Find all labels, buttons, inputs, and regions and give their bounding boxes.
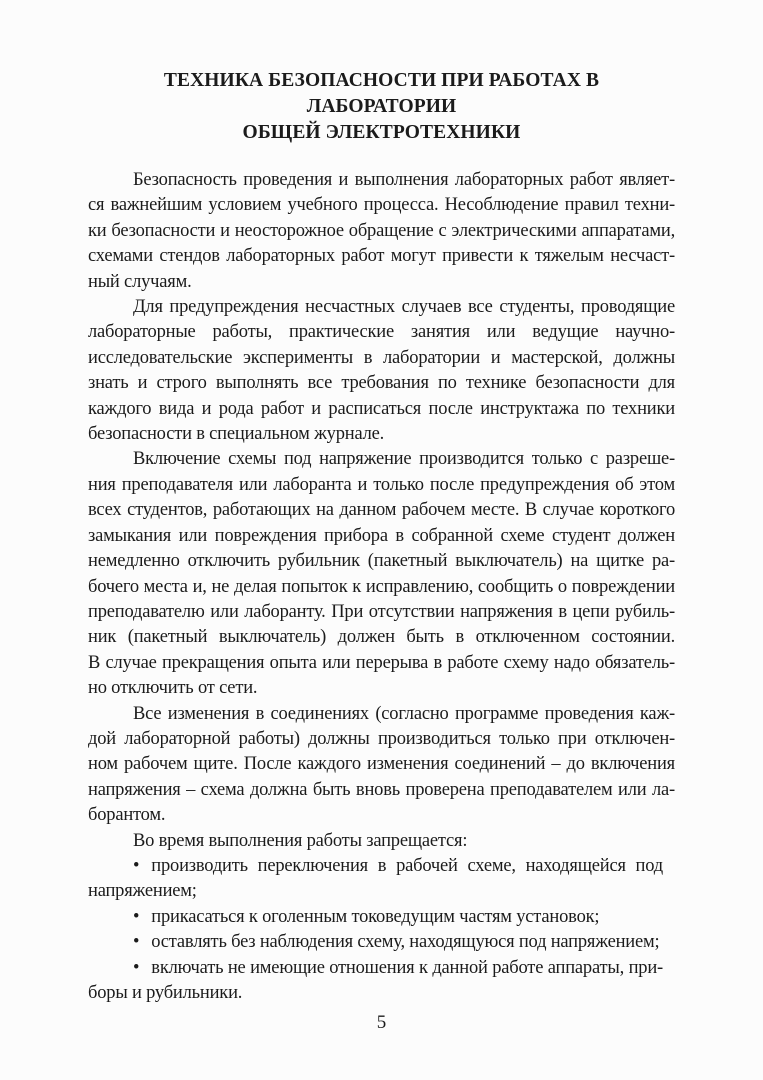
text-line: напряжения – схема должна быть вновь проверена преподавателем или ла- (88, 779, 675, 800)
page-number: 5 (376, 1012, 387, 1033)
text-line: каждого вида и рода работ и расписаться после инструктажа по техники (88, 398, 675, 419)
text-line (88, 905, 663, 930)
paragraph (88, 447, 675, 701)
text-line: преподавателю или лаборанту. При отсутствии напряжения в цепи рубиль- (88, 601, 675, 622)
text-line: боры и рубильники. (88, 983, 243, 1003)
title-line-2: ОБЩЕЙ ЭЛЕКТРОТЕХНИКИ (242, 122, 521, 143)
text-line: лабораторные работы, практические занятия или ведущие научно- (88, 322, 675, 343)
text-line (88, 930, 663, 955)
bullet-icon: • (133, 906, 140, 927)
text-line: всех студентов, работающих на данном рабочем месте. В случае короткого (88, 500, 675, 521)
text-line: схемами стендов лабораторных работ могут привести к тяжелым несчаст- (88, 246, 675, 267)
text-line: ся важнейшим условием учебного процесса. Несоблюдение правил техни- (88, 195, 675, 216)
bullet-item (88, 905, 675, 930)
paragraph (88, 168, 675, 295)
title-line-1: ТЕХНИКА БЕЗОПАСНОСТИ ПРИ РАБОТАХ В ЛАБОРАТОРИИ (163, 70, 600, 117)
text-line: ния преподавателя или лаборанта и только после предупреждения об этом (88, 474, 675, 495)
document-title (88, 68, 675, 146)
paragraph (88, 702, 675, 829)
text-line: ки безопасности и неосторожное обращение с электрическими аппаратами, (88, 220, 675, 241)
text-line: безопасности в специальном журнале. (88, 424, 385, 445)
text-line: ный случаям. (88, 271, 192, 292)
text-line: исследовательские эксперименты в лаборатории и мастерской, должны (88, 347, 675, 368)
bullet-text: включать не имеющие отношения к данной работе аппараты, при- (151, 957, 663, 978)
bullet-item (88, 854, 675, 905)
text-line: напряжением; (88, 881, 197, 902)
text-line (88, 956, 663, 981)
bullet-item (88, 930, 675, 955)
text-line: бочего места и, не делая попыток к исправлению, сообщить о повреждении (88, 576, 675, 597)
text-line: Во время выполнения работы запрещается: (133, 830, 468, 851)
text-line: немедленно отключить рубильник (пакетный выключатель) на щитке ра- (88, 551, 675, 572)
text-line: знать и строго выполнять все требования по технике безопасности для (88, 373, 675, 394)
text-line: ном рабочем щите. После каждого изменения соединений – до включения (88, 754, 675, 775)
text-line: Включение схемы под напряжение производится только с разреше- (133, 449, 675, 470)
text-line: Все изменения в соединениях (согласно программе проведения каж- (133, 703, 675, 724)
text-line: Для предупреждения несчастных случаев все студенты, проводящие (133, 297, 675, 318)
text-line: дой лабораторной работы) должны производиться только при отключен- (88, 728, 675, 749)
paragraph (88, 295, 675, 447)
text-line: но отключить от сети. (88, 678, 258, 699)
document-body (88, 168, 675, 1006)
bullet-icon: • (133, 855, 140, 876)
bullet-text: прикасаться к оголенным токоведущим частям установок; (151, 906, 600, 927)
bullet-item (88, 956, 675, 1007)
bullet-icon: • (133, 957, 140, 978)
bullet-text: оставлять без наблюдения схему, находящуюся под напряжением; (151, 932, 660, 953)
paragraph (88, 829, 675, 854)
text-line: борантом. (88, 805, 166, 826)
text-line (88, 854, 663, 879)
bullet-text: производить переключения в рабочей схеме, находящейся под (151, 855, 663, 876)
bullet-icon: • (133, 932, 140, 953)
text-line: замыкания или повреждения прибора в собранной схеме студент должен (88, 525, 675, 546)
text-line: Безопасность проведения и выполнения лабораторных работ являет- (133, 170, 675, 190)
text-line: ник (пакетный выключатель) должен быть в отключенном состоянии. (88, 627, 675, 648)
text-line: В случае прекращения опыта или перерыва в работе схему надо обязатель- (88, 652, 675, 673)
